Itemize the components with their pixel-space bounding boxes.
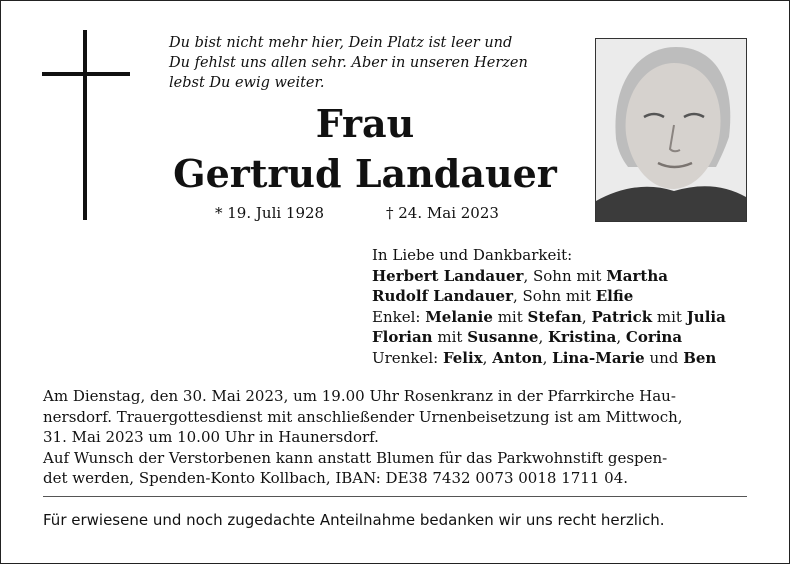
relation-text: , xyxy=(538,328,548,346)
family-list xyxy=(372,245,762,368)
family-line xyxy=(372,286,762,307)
poem-line: lebst Du ewig weiter. xyxy=(169,75,325,91)
family-member: Susanne xyxy=(467,328,539,346)
family-line xyxy=(372,327,762,348)
family-member: Melanie xyxy=(425,307,493,326)
closing-thanks: Für erwiesene und noch zugedachte Anteilnahme bedanken wir uns recht herzlich. xyxy=(43,511,665,529)
family-member: Ben xyxy=(683,348,717,367)
service-announcement xyxy=(43,386,748,489)
poem-line: Du bist nicht mehr hier, Dein Platz ist leer und xyxy=(169,35,513,51)
salutation: Frau xyxy=(315,101,415,146)
relation-text: , xyxy=(616,328,626,346)
family-line xyxy=(372,348,762,369)
family-member: Rudolf Landauer xyxy=(372,287,513,305)
family-member: Patrick xyxy=(591,307,653,326)
family-member: Herbert Landauer xyxy=(372,266,524,285)
relation-text: Enkel: xyxy=(372,307,426,326)
relation-text: und xyxy=(644,348,684,367)
portrait-photo xyxy=(595,38,747,222)
deceased-name: Gertrud Landauer xyxy=(173,151,557,196)
relation-text: mit xyxy=(492,307,528,326)
relation-text: , Sohn mit xyxy=(512,287,596,305)
family-member: Felix xyxy=(442,348,483,367)
divider xyxy=(43,496,747,497)
family-line xyxy=(372,307,762,328)
family-member: Corina xyxy=(625,328,683,346)
announcement-line: nersdorf. Trauergottesdienst mit anschließender Urnenbeisetzung ist am Mittwoch, xyxy=(43,407,683,426)
family-member: Kristina xyxy=(548,328,617,346)
poem-line: Du fehlst uns allen sehr. Aber in unseren Herzen xyxy=(169,55,528,71)
relation-text: , xyxy=(482,348,493,367)
family-member: Martha xyxy=(606,266,668,285)
family-line xyxy=(372,266,762,287)
announcement-line: Auf Wunsch der Verstorbenen kann anstatt Blumen für das Parkwohnstift gespen- xyxy=(43,448,668,467)
relation-text: mit xyxy=(432,328,468,346)
announcement-line: Am Dienstag, den 30. Mai 2023, um 19.00 Uhr Rosenkranz in der Pfarrkirche Hau- xyxy=(43,387,676,405)
family-member: Anton xyxy=(492,348,543,367)
family-member: Elfie xyxy=(595,287,634,305)
announcement-line: 31. Mai 2023 um 10.00 Uhr in Haunersdorf. xyxy=(43,428,379,446)
thanks-intro: In Liebe und Dankbarkeit: xyxy=(372,246,573,264)
family-member: Stefan xyxy=(527,307,582,326)
relation-text: , xyxy=(542,348,553,367)
death-date: † 24. Mai 2023 xyxy=(386,204,499,222)
relation-text: , xyxy=(581,307,592,326)
relation-text: mit xyxy=(652,307,687,326)
announcement-line: det werden, Spenden-Konto Kollbach, IBAN: DE38 7432 0073 0018 1711 04. xyxy=(43,469,628,487)
relation-text: Urenkel: xyxy=(372,348,443,367)
relation-text: , Sohn mit xyxy=(523,266,607,285)
birth-date: * 19. Juli 1928 xyxy=(215,204,325,222)
family-member: Julia xyxy=(686,307,726,326)
family-member: Florian xyxy=(372,328,433,346)
family-member: Lina-Marie xyxy=(552,348,645,367)
memorial-poem xyxy=(169,33,569,93)
